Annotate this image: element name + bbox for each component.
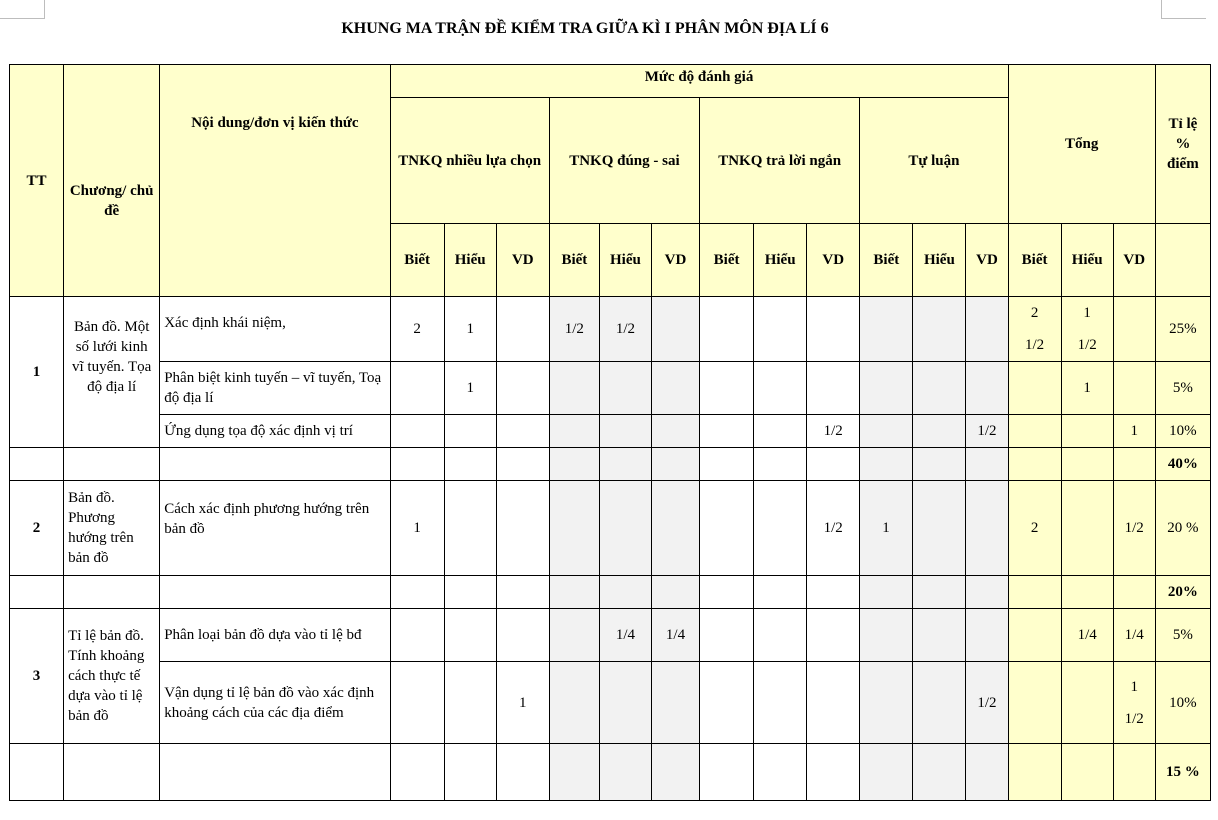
total-vd: 1/4 <box>1113 609 1155 662</box>
total-vd-value: 1 <box>1130 678 1138 695</box>
header-total: Tổng <box>1008 65 1155 224</box>
cell <box>860 662 913 744</box>
cell <box>860 415 913 448</box>
total-vd <box>1113 662 1155 744</box>
cell <box>754 415 807 448</box>
chapter-cell: Tỉ lệ bản đồ. Tính khoảng cách thực tế dựa vào tỉ lệ bản đồ <box>64 609 160 744</box>
header-truefalse: TNKQ đúng - sai <box>549 98 699 224</box>
cell <box>754 609 807 662</box>
cell <box>496 362 549 415</box>
header-mcq: TNKQ nhiều lựa chọn <box>390 98 549 224</box>
cell <box>651 362 699 415</box>
total-biet: 2 <box>1008 481 1061 576</box>
page-corner-mark-left <box>0 0 45 19</box>
ratio-cell: 5% <box>1155 362 1210 415</box>
cell <box>807 662 860 744</box>
cell <box>754 297 807 362</box>
header-chapter: Chương/ chủ đề <box>64 65 160 297</box>
cell <box>807 362 860 415</box>
cell: 1/2 <box>599 297 651 362</box>
total-hieu-value: 1 <box>1083 305 1091 321</box>
header-tt: TT <box>10 65 64 297</box>
cell: 1/2 <box>807 415 860 448</box>
content-cell: Cách xác định phương hướng trên bản đồ <box>160 481 390 576</box>
header-short-answer: TNKQ trả lời ngắn <box>700 98 860 224</box>
cell: 2 <box>390 297 444 362</box>
sub-vd: VD <box>807 224 860 297</box>
header-ratio: Tỉ lệ % điểm <box>1155 65 1210 224</box>
subtotal-row <box>10 744 1211 801</box>
sub-vd: VD <box>1113 224 1155 297</box>
total-biet <box>1008 297 1061 362</box>
cell: 1 <box>444 362 496 415</box>
total-biet <box>1008 609 1061 662</box>
table-row <box>10 362 1211 415</box>
total-biet <box>1008 662 1061 744</box>
total-biet-value: 2 <box>1030 305 1039 321</box>
cell <box>754 481 807 576</box>
cell <box>651 662 699 744</box>
cell <box>599 415 651 448</box>
cell: 1 <box>390 481 444 576</box>
cell <box>754 662 807 744</box>
cell <box>496 297 549 362</box>
cell <box>913 297 966 362</box>
total-biet <box>1008 362 1061 415</box>
cell <box>444 609 496 662</box>
total-vd <box>1113 362 1155 415</box>
total-vd: 1 <box>1113 415 1155 448</box>
cell <box>496 481 549 576</box>
cell: 1/4 <box>599 609 651 662</box>
ratio-cell: 5% <box>1155 609 1210 662</box>
total-hieu <box>1061 297 1113 362</box>
cell <box>444 662 496 744</box>
document-title: KHUNG MA TRẬN ĐỀ KIỂM TRA GIỮA KÌ I PHÂN MÔN ĐỊA LÍ 6 <box>341 20 829 37</box>
cell <box>913 415 966 448</box>
cell: 1 <box>496 662 549 744</box>
cell <box>444 481 496 576</box>
ratio-cell: 20 % <box>1155 481 1210 576</box>
cell <box>807 609 860 662</box>
cell <box>549 481 599 576</box>
cell <box>700 609 754 662</box>
cell <box>496 415 549 448</box>
header-row-1 <box>10 65 1211 98</box>
cell <box>966 609 1008 662</box>
sub-hieu: Hiểu <box>754 224 807 297</box>
cell <box>860 362 913 415</box>
cell <box>390 362 444 415</box>
ratio-cell: 10% <box>1155 662 1210 744</box>
total-vd: 1/2 <box>1113 481 1155 576</box>
page-corner-mark-right <box>1161 0 1206 19</box>
cell <box>700 362 754 415</box>
cell <box>496 609 549 662</box>
table-row <box>10 609 1211 662</box>
cell <box>549 362 599 415</box>
sub-vd: VD <box>966 224 1008 297</box>
cell <box>651 481 699 576</box>
cell <box>390 662 444 744</box>
sub-hieu: Hiểu <box>913 224 966 297</box>
cell <box>754 362 807 415</box>
total-biet <box>1008 415 1061 448</box>
content-cell: Ứng dụng tọa độ xác định vị trí <box>160 415 390 448</box>
content-cell: Phân loại bản đồ dựa vào tỉ lệ bđ <box>160 609 390 662</box>
cell: 1/2 <box>966 415 1008 448</box>
total-hieu-value: 1/2 <box>1077 337 1097 353</box>
table-row <box>10 662 1211 744</box>
cell <box>390 415 444 448</box>
cell <box>807 297 860 362</box>
cell <box>549 662 599 744</box>
cell: 1 <box>444 297 496 362</box>
sub-biet: Biết <box>549 224 599 297</box>
cell <box>860 609 913 662</box>
total-vd-value: 1/2 <box>1124 710 1144 727</box>
total-hieu <box>1061 415 1113 448</box>
table-row <box>10 481 1211 576</box>
cell <box>860 297 913 362</box>
ratio-cell: 25% <box>1155 297 1210 362</box>
sub-biet: Biết <box>1008 224 1061 297</box>
cell <box>651 415 699 448</box>
header-content: Nội dung/đơn vị kiến thức <box>160 65 390 297</box>
cell: 1 <box>860 481 913 576</box>
cell <box>700 297 754 362</box>
subtotal-row <box>10 576 1211 609</box>
chapter-cell: Bản đồ. Một số lưới kinh vĩ tuyến. Tọa độ địa lí <box>64 297 160 448</box>
row-number: 2 <box>10 481 64 576</box>
total-hieu: 1/4 <box>1061 609 1113 662</box>
content-cell: Vận dụng tỉ lệ bản đồ vào xác định khoảng cách của các địa điểm <box>160 662 390 744</box>
ratio-cell: 10% <box>1155 415 1210 448</box>
subtotal-row <box>10 448 1211 481</box>
cell <box>599 362 651 415</box>
cell: 1/4 <box>651 609 699 662</box>
total-hieu <box>1061 662 1113 744</box>
ratio-blank <box>1155 224 1210 297</box>
cell <box>913 481 966 576</box>
cell <box>966 362 1008 415</box>
subtotal-ratio: 20% <box>1155 576 1210 609</box>
cell <box>700 662 754 744</box>
assessment-matrix-table <box>9 64 1211 801</box>
sub-biet: Biết <box>860 224 913 297</box>
total-vd <box>1113 297 1155 362</box>
sub-biet: Biết <box>700 224 754 297</box>
cell <box>913 609 966 662</box>
cell <box>913 662 966 744</box>
header-essay: Tự luận <box>860 98 1008 224</box>
sub-hieu: Hiểu <box>1061 224 1113 297</box>
subtotal-ratio: 15 % <box>1155 744 1210 801</box>
sub-biet: Biết <box>390 224 444 297</box>
cell <box>444 415 496 448</box>
total-hieu: 1 <box>1061 362 1113 415</box>
header-level: Mức độ đánh giá <box>390 65 1008 98</box>
sub-vd: VD <box>496 224 549 297</box>
cell <box>966 297 1008 362</box>
cell <box>390 609 444 662</box>
cell <box>599 481 651 576</box>
cell: 1/2 <box>549 297 599 362</box>
row-number: 1 <box>10 297 64 448</box>
cell <box>549 609 599 662</box>
content-cell: Xác định khái niệm, <box>160 297 390 362</box>
table-row <box>10 297 1211 362</box>
cell <box>700 415 754 448</box>
cell <box>549 415 599 448</box>
chapter-cell: Bản đồ. Phương hướng trên bản đồ <box>64 481 160 576</box>
cell <box>966 481 1008 576</box>
row-number: 3 <box>10 609 64 744</box>
cell <box>700 481 754 576</box>
total-hieu <box>1061 481 1113 576</box>
cell <box>913 362 966 415</box>
total-biet-value: 1/2 <box>1024 337 1045 353</box>
cell <box>599 662 651 744</box>
content-cell: Phân biệt kinh tuyến – vĩ tuyến, Toạ độ địa lí <box>160 362 390 415</box>
cell: 1/2 <box>966 662 1008 744</box>
sub-vd: VD <box>651 224 699 297</box>
table-row <box>10 415 1211 448</box>
cell: 1/2 <box>807 481 860 576</box>
subtotal-ratio: 40% <box>1155 448 1210 481</box>
sub-hieu: Hiểu <box>599 224 651 297</box>
sub-hieu: Hiểu <box>444 224 496 297</box>
cell <box>651 297 699 362</box>
